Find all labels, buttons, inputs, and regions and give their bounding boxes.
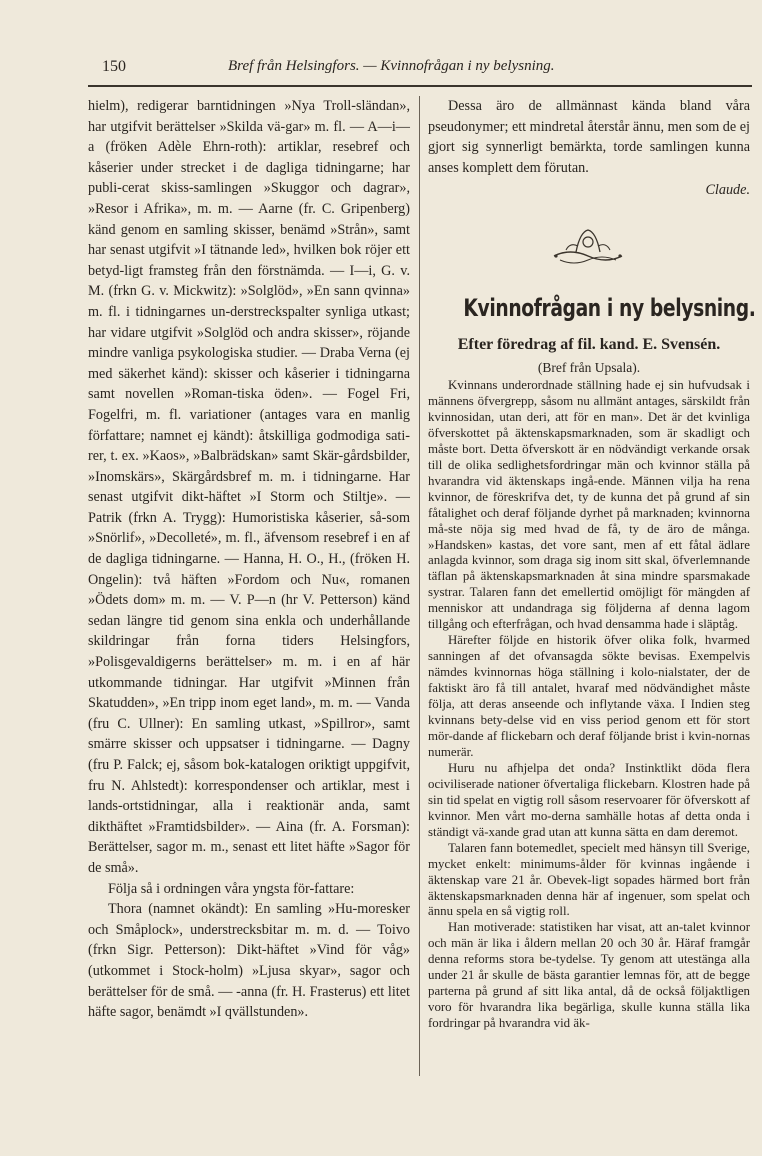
- left-paragraph: Thora (namnet okändt): En samling »Hu-moresker och Småplock», understrecksbitar m. m. d. — Toivo (frkn Sigr. Petterson): Dikt-häftet »Vind för våg» (utkommet i Stock-holm) »Ljusa skyar», sagor och berättelser för de små. — -anna (fr. H. Frasterus) ett litet häfte sagor, benämdt »I qvällstunden».: [88, 901, 410, 1021]
- article-paragraph: Härefter följde en historik öfver olika folk, hvarmed sanningen af det ofvansagda sökte bevisas. Exempelvis nämdes kvinnornas höga ställning i kolo-nialstater, der de faktiskt äro få till antalet, hvaraf med nödvändighet måste följa, att deras anseende och inflytande växa. I Indien steg kvinnans bety-delse vid en viss period genom ett för stort mör-dande af flickebarn och deraf följande brist i kvin-nornas numerär.: [428, 633, 750, 759]
- signature: Claude.: [705, 182, 750, 199]
- article-origin: (Bref från Upsala).: [537, 360, 641, 375]
- article-paragraph: Huru nu afhjelpa det onda? Instinktlikt döda flera ociviliserade nationer öfvertaliga flickebarn. Klostren hade på sin tid spelat en vigtig roll såsom reservoarer för öfverskott af kvinnor. Men vårt mo-derna samhälle hotas af detta onda i ständigt vä-xande grad utan att kunna sätta en dam deremot.: [428, 760, 750, 839]
- page-header: [88, 54, 752, 84]
- article-paragraph: Talaren fann botemedlet, specielt med hänsyn till Sverige, mycket enkelt: minimums-ålder för kvinnas ingående i äktenskap vare 21 år. Obevek-ligt sopades härmed bort från äktenskapsmarknaden denna här af ingenuer, som spelat och ännu spela en så vigtig roll.: [428, 840, 750, 919]
- page-number: 150: [102, 58, 126, 75]
- article-paragraph: Han motiverade: statistiken har visat, att an-talet kvinnor och män är lika i åldern mellan 20 och 30 år. Häraf framgår denna reforms stora be-tydelse. Ty genom att utestänga alla under 21 år skulle de bästa garantier lemnas för, att de begge parterna på grund af sitt lika antal, då de också följaktligen voro för hvarandra lika begärliga, skulle kunna ställa lika fordringar på hvarandra vid äk-: [428, 920, 750, 1031]
- article-subtitle: Efter föredrag af fil. kand. E. Svensén.: [457, 336, 721, 353]
- running-title: Bref från Helsingfors. — Kvinnofrågan i ny belysning.: [228, 58, 555, 74]
- article-title: Kvinnofrågan i ny belysning.: [463, 294, 756, 322]
- column-divider: [419, 96, 420, 1076]
- header-rule: [88, 85, 752, 87]
- left-column: [88, 96, 410, 1023]
- intro-paragraph: Dessa äro de allmännast kända bland våra pseudonymer; ett mindretal återstår ännu, men som de ej gjort sig synnerligt bemärkta, torde samlingen kunna anses komplett dem förutan.: [428, 98, 750, 176]
- ornament-vignette-icon: [548, 222, 628, 268]
- article-paragraph: Kvinnans underordnade ställning hade ej sin hufvudsak i männens öfvergrepp, såsom nu allmänt antages, särskildt från kvinnosidan, utan deri, att för en man». Det är det kvinliga öfverskottet på äktenskapsmarknaden, som är skadligt och måste bort. Detta öfverskott är en nödvändigt verkande orsak till de olika sedlighetsfordringar män och kvinnor ställa på hvarandra vid äktenskaps ingå-ende. Männen vilja ha rena kvinnor, de föreskrifva det, ty de kunna det på grund af sin fåtalighet och deraf följande dyrhet på marknaden; kvinnorna må-ste nöja sig med hvad de få, ty de äro de många. »Handsken» kastas, det vore sant, men af ett fåtal ädlare anlagda kvinnor, som draga sig inom sitt skal, öfverlemnande täflan på äktenskapsmarknaden åt sina mindre sparsmakade systrar. Talaren fann det emellertid omöjligt för mängden af menniskor att undandraga sig följderna af denna lagom tillgång och efterfrågan, och hvad densamma hade i släptåg.: [428, 378, 750, 632]
- left-paragraph: Följa så i ordningen våra yngsta för-fattare:: [108, 880, 355, 897]
- right-column-intro: [428, 96, 750, 201]
- left-paragraph: hielm), redigerar barntidningen »Nya Troll-sländan», har utgifvit berättelser »Skilda vä-gar» m. fl. — A—i—a (fröken Adèle Ehrn-roth): artiklar, resebref och kåserier under strecket i de dagliga tidningarne; har publi-cerat skiss-samlingen »Skuggor och dagrar», »Resor i Afrika», m. m. — Aarne (fr. C. Gripenberg) känd genom en samling skisser, benämd »Strån», samt har senast utgifvit »I tätnande led», hvilken bok röjer ett betyd-ligt framsteg från den förstnämda. — I—i, G. v. M. (frkn G. v. Mickwitz): »Solglöd», »En sann qvinna» m. fl. i tidningarnes un-derstreckspalter synliga utkast; har vidare utgifvit »Solglöd och andra skisser», röjande mindre vanliga psykologiska studier. — Draba Verna (ej med säkerhet känd): skisser och kåserier i tidningarna samt novellen »Roman-tiska öden». — Fogel Fri, Fogelfri, m. fl. variationer (antages vara en manlig författare; namnet ej kändt): åtskilliga godmodiga sati-rer, t. ex. »Kaos», »Balbrädskan» samt Skär-gårdsbilder, »Inomskärs», Skärgårdsbref m. m. i tidningarne. Har senast utgifvit dikt-häftet »I Storm och Stiltje». — Patrik (frkn A. Trygg): Humoristiska kåserier, så-som »Snörlif», »Decolleté», m. fl., äfvensom resebref i en af de dagliga tidningarne. — Hanna, H. O., H., (fröken H. Ongelin): två häften »Fordom och Nu«, romanen »Ödets dom» m. m. — V. P—n (hr V. Petterson) känd sedan längre tid genom sina enkla och underhållande skildringar från forna tiders Helsingfors, »Polisgevaldigerns berättelser» m. m. i en af här utkommande tidningar. Har utgifvit »Minnen från Skatudden», »En tripp inom eget land», m. m. — Vanda (fru C. Ullner): En samling utkast, »Spillror», samt smärre skisser och uppsatser i tidningarne. — Dagny (fru P. Falck; ej, såsom bok-katalogen oriktigt uppgifvit, fru N. Ahlstedt): korrespondenser och artiklar, mest i lands-ortstidningar, alla i reaktionär anda, samt dikthäftet »Framtidsbilder». — Aina (fr. A. Forsman): Berättelser, sagor m. m., senast ett litet häfte »Sagor för de små».: [88, 98, 410, 876]
- article-body: [428, 378, 750, 1032]
